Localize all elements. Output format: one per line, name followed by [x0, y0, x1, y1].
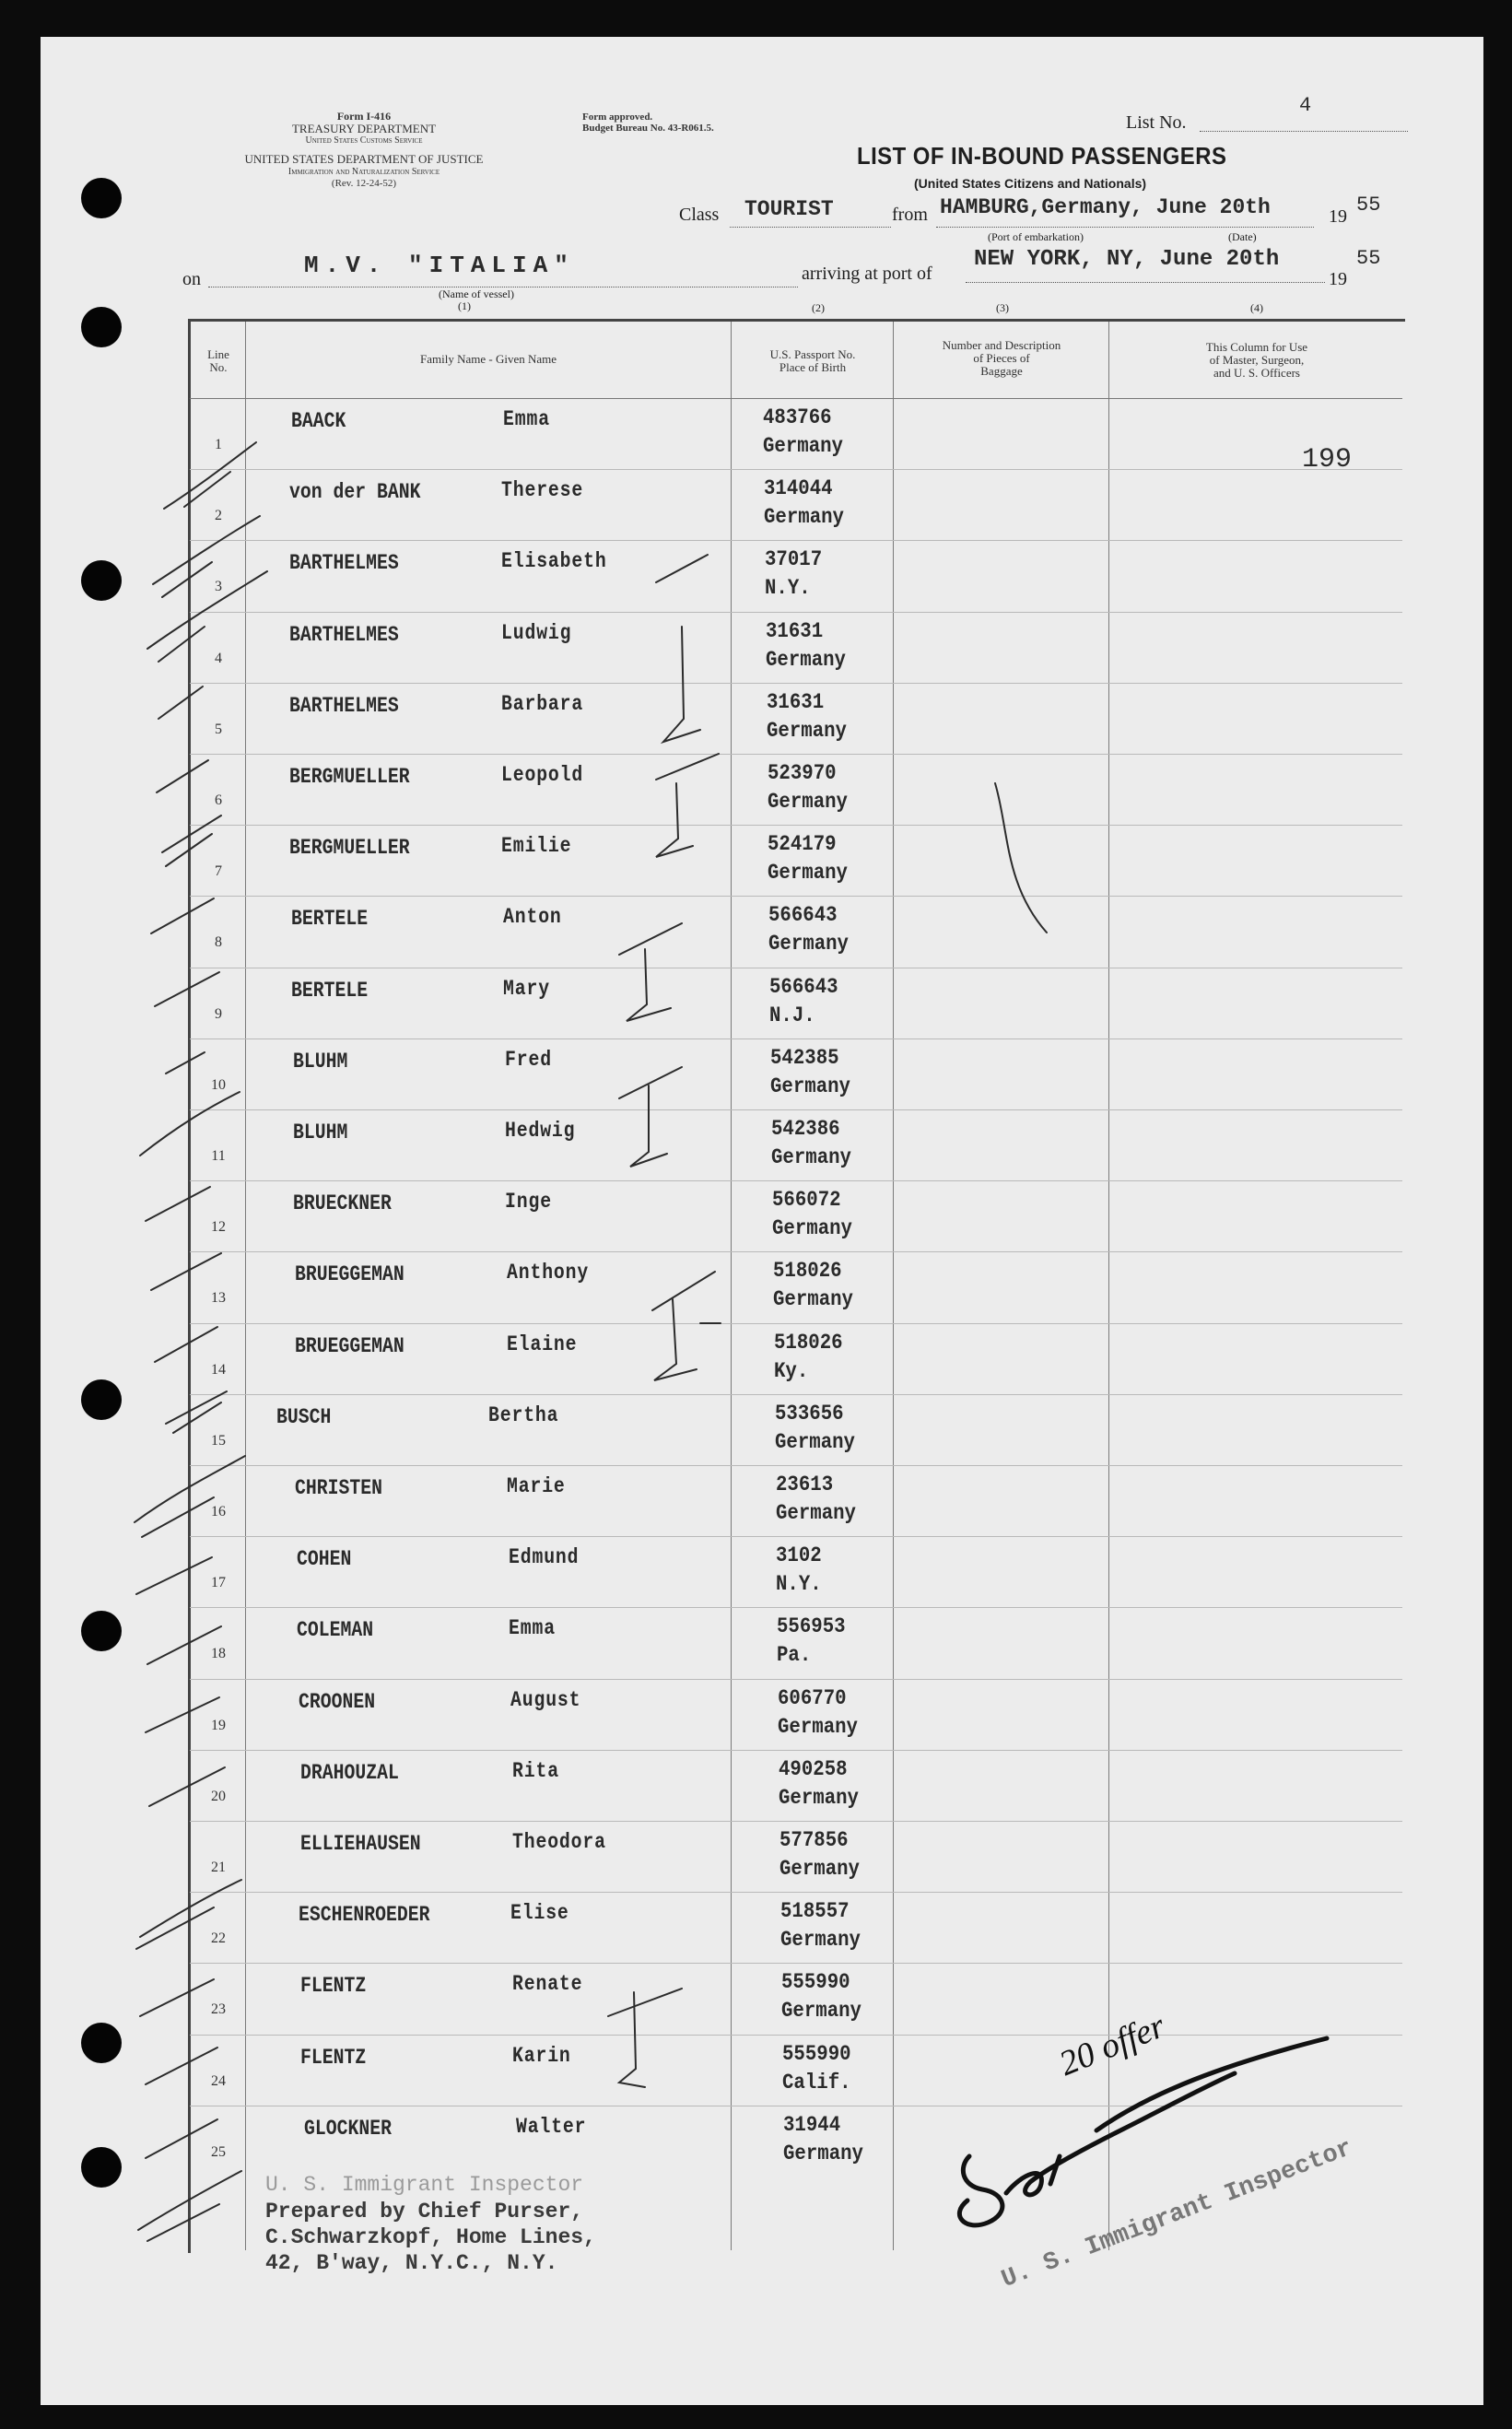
bracket-mark: [619, 923, 682, 1021]
check-mark: [146, 1187, 210, 1221]
place-of-birth: Germany: [779, 1857, 860, 1881]
given-name: Elisabeth: [501, 549, 607, 574]
family-name: BERTELE: [291, 907, 369, 932]
port-embark-caption: (Port of embarkation): [988, 230, 1084, 243]
place-of-birth: Germany: [772, 1216, 852, 1241]
place-of-birth: Germany: [771, 1145, 851, 1169]
place-of-birth: N.Y.: [765, 576, 811, 601]
given-name: Elaine: [507, 1332, 578, 1356]
col-line-no: Line No.: [207, 347, 229, 374]
family-name: CHRISTEN: [295, 1476, 382, 1500]
passport-number: 523970: [768, 761, 837, 785]
line-number: 23: [211, 2001, 226, 2018]
family-name: BLUHM: [293, 1121, 348, 1144]
family-name: BARTHELMES: [289, 551, 399, 576]
check-mark: [162, 816, 221, 866]
family-name: BERGMUELLER: [289, 765, 410, 789]
family-name: BRUEGGEMAN: [295, 1262, 404, 1287]
place-of-birth: Germany: [780, 1928, 861, 1953]
family-name: von der BANK: [289, 480, 421, 505]
year2-prefix: 19: [1329, 269, 1347, 289]
prepared-line1: Prepared by Chief Purser,: [265, 2200, 584, 2224]
line-number: 20: [211, 1788, 226, 1804]
check-mark: [146, 2119, 217, 2158]
given-name: Leopold: [501, 763, 584, 787]
place-of-birth: Germany: [783, 2141, 863, 2165]
class-label: Class: [679, 205, 720, 225]
line-number: 21: [211, 1860, 226, 1875]
line-number: 11: [211, 1148, 226, 1164]
revision: (Rev. 12-24-52): [331, 178, 397, 189]
family-name: BUSCH: [276, 1404, 332, 1429]
check-mark: [140, 1092, 240, 1156]
place-of-birth: Germany: [778, 1714, 858, 1739]
col-baggage-line2: of Pieces of: [973, 351, 1030, 365]
on-label: on: [182, 269, 201, 289]
place-of-birth: Germany: [776, 1501, 856, 1525]
given-name: Walter: [516, 2114, 587, 2139]
family-name: GLOCKNER: [304, 2116, 392, 2141]
arrival-port: NEW YORK, NY, June 20th: [974, 247, 1280, 272]
line-number: 14: [211, 1361, 226, 1378]
class-value: TOURIST: [744, 197, 834, 221]
passport-number: 566072: [772, 1188, 841, 1213]
family-name: BARTHELMES: [289, 693, 399, 718]
check-mark: [149, 1767, 225, 1806]
place-of-birth: Germany: [767, 718, 847, 743]
passport-number: 518026: [774, 1330, 843, 1355]
caption-3: (3): [996, 301, 1009, 314]
place-of-birth: Germany: [763, 434, 843, 458]
margin-stroke: [995, 783, 1047, 933]
page-subtitle: (United States Citizens and Nationals): [914, 176, 1147, 191]
check-mark: [146, 2048, 217, 2084]
family-name: CROONEN: [299, 1689, 376, 1714]
passport-number: 555990: [782, 2041, 851, 2066]
bracket-mark: [652, 1272, 715, 1380]
arriving-label: arriving at port of: [802, 264, 932, 284]
place-of-birth: N.Y.: [776, 1572, 822, 1597]
signature-note: 20 offer: [1053, 2006, 1171, 2084]
given-name: Emma: [503, 407, 550, 431]
caption-1: (1): [458, 299, 471, 312]
from-label: from: [892, 205, 928, 225]
line-number: 8: [215, 934, 222, 951]
date-caption: (Date): [1228, 230, 1257, 243]
caption-4: (4): [1250, 301, 1263, 314]
place-of-birth: Germany: [764, 505, 844, 530]
given-name: Therese: [501, 478, 584, 503]
check-mark: [146, 1697, 219, 1732]
line-number: 16: [211, 1504, 226, 1520]
family-name: BERGMUELLER: [289, 836, 410, 861]
line-number: 10: [211, 1076, 226, 1093]
place-of-birth: Germany: [779, 1785, 859, 1810]
check-mark: [155, 972, 219, 1006]
given-name: Fred: [505, 1047, 552, 1072]
form-number: Form I-416: [336, 110, 392, 123]
passport-number: 518026: [773, 1259, 842, 1284]
given-name: Barbara: [501, 691, 584, 716]
given-name: Emma: [509, 1616, 556, 1641]
line-number: 18: [211, 1646, 226, 1662]
family-name: BRUECKNER: [293, 1191, 392, 1216]
officer-count: 199: [1302, 444, 1353, 475]
vessel-caption: (Name of vessel): [439, 287, 514, 300]
check-mark: [155, 1327, 217, 1362]
line-number: 17: [211, 1575, 226, 1591]
check-mark: [166, 1052, 205, 1074]
from-value: HAMBURG,Germany, June 20th: [940, 195, 1271, 219]
inspector-signature: [959, 2038, 1327, 2225]
place-of-birth: Germany: [768, 790, 848, 814]
given-name: Hedwig: [505, 1119, 576, 1143]
vessel-name: M.V. "ITALIA": [304, 252, 575, 279]
passport-number: 31944: [783, 2112, 841, 2137]
inspector-stamp: U. S. Immigrant Inspector: [998, 2134, 1357, 2294]
place-of-birth: Germany: [781, 1999, 861, 2024]
check-mark: [136, 1557, 212, 1594]
family-name: ELLIEHAUSEN: [300, 1832, 421, 1856]
passport-number: 483766: [763, 405, 832, 429]
given-name: Mary: [503, 976, 550, 1001]
check-mark: [140, 1979, 214, 2016]
ins-service: Immigration and Naturalization Service: [287, 167, 440, 177]
passport-number: 542386: [771, 1117, 840, 1141]
family-name: BARTHELMES: [289, 622, 399, 647]
bracket-mark: [656, 555, 708, 742]
customs-service: United States Customs Service: [305, 135, 423, 146]
given-name: Marie: [507, 1474, 566, 1498]
prepared-line3: 42, B'way, N.Y.C., N.Y.: [265, 2251, 558, 2275]
col-name: Family Name - Given Name: [419, 352, 557, 366]
given-name: Anton: [503, 905, 562, 930]
inspector-note: U. S. Immigrant Inspector: [265, 2173, 584, 2197]
check-mark: [151, 1253, 221, 1290]
check-mark: [147, 1626, 221, 1664]
line-number: 1: [215, 437, 222, 452]
page-title: LIST OF IN-BOUND PASSENGERS: [857, 142, 1227, 170]
check-mark: [166, 1391, 227, 1433]
justice-dept: UNITED STATES DEPARTMENT OF JUSTICE: [244, 152, 484, 166]
given-name: Elise: [510, 1901, 569, 1926]
line-number: 5: [215, 721, 222, 737]
passport-number: 556953: [777, 1614, 846, 1639]
given-name: Bertha: [488, 1402, 559, 1427]
passport-number: 542385: [770, 1045, 839, 1070]
check-mark: [164, 442, 256, 509]
line-number: 13: [211, 1290, 226, 1307]
line-number: 4: [215, 650, 222, 666]
family-name: FLENTZ: [300, 1974, 367, 1999]
approved-text: Form approved.: [582, 111, 653, 123]
check-mark: [138, 2171, 241, 2241]
line-number: 6: [215, 792, 222, 808]
place-of-birth: Calif.: [782, 2070, 851, 2095]
given-name: Emilie: [501, 834, 572, 859]
family-name: BERTELE: [291, 978, 369, 1003]
passport-number: 555990: [781, 1970, 850, 1995]
passport-number: 31631: [767, 689, 825, 714]
place-of-birth: N.J.: [769, 1003, 815, 1027]
passport-number: 606770: [778, 1685, 847, 1710]
given-name: Theodora: [512, 1830, 606, 1854]
place-of-birth: Germany: [770, 1074, 850, 1098]
treasury-dept: TREASURY DEPARTMENT: [291, 122, 437, 135]
place-of-birth: Germany: [773, 1287, 853, 1312]
family-name: COHEN: [297, 1547, 352, 1572]
line-number: 15: [211, 1432, 226, 1449]
bracket-mark: [619, 1067, 682, 1167]
given-name: August: [510, 1687, 581, 1712]
check-mark: [151, 898, 214, 933]
line-number: 7: [215, 863, 222, 880]
bracket-mark: [656, 754, 719, 857]
given-name: Renate: [512, 1972, 583, 1997]
family-name: COLEMAN: [297, 1618, 374, 1643]
caption-2: (2): [812, 301, 825, 314]
line-number: 25: [211, 2143, 226, 2160]
col-passport-line1: U.S. Passport No.: [769, 347, 856, 361]
passport-number: 518557: [780, 1899, 850, 1924]
family-name: BLUHM: [293, 1049, 348, 1074]
passport-number: 314044: [764, 476, 833, 501]
given-name: Inge: [505, 1190, 552, 1214]
place-of-birth: Germany: [775, 1429, 855, 1454]
place-of-birth: Germany: [768, 861, 848, 886]
place-of-birth: Pa.: [777, 1643, 812, 1668]
check-mark: [158, 686, 203, 719]
line-number: 22: [211, 1930, 226, 1947]
check-mark: [157, 760, 208, 792]
line-number: 2: [215, 508, 222, 524]
given-name: Rita: [512, 1758, 559, 1783]
passport-number: 533656: [775, 1401, 844, 1426]
check-mark: [147, 571, 267, 662]
prepared-line2: C.Schwarzkopf, Home Lines,: [265, 2225, 596, 2249]
family-name: ESCHENROEDER: [299, 1903, 430, 1928]
bracket-mark: [608, 1989, 682, 2087]
family-name: DRAHOUZAL: [300, 1760, 399, 1785]
passport-number: 524179: [768, 832, 837, 857]
given-name: Ludwig: [501, 620, 572, 645]
passport-number: 31631: [766, 618, 824, 643]
passport-number: 577856: [779, 1828, 849, 1852]
col-baggage-line1: Number and Description: [942, 338, 1061, 352]
place-of-birth: Germany: [766, 647, 846, 672]
col-passport-line2: Place of Birth: [779, 360, 847, 374]
line-number: 19: [211, 1717, 226, 1733]
family-name: BAACK: [291, 409, 346, 433]
given-name: Karin: [512, 2043, 571, 2068]
line-number: 3: [215, 579, 222, 595]
passport-number: 490258: [779, 1756, 848, 1781]
col-officers-line2: of Master, Surgeon,: [1209, 353, 1305, 367]
line-number: 24: [211, 2072, 226, 2089]
col-baggage-line3: Baggage: [980, 364, 1023, 378]
col-officers-line3: and U. S. Officers: [1213, 366, 1300, 380]
check-mark: [136, 1880, 241, 1949]
list-no-label: List No.: [1126, 112, 1187, 133]
passport-number: 566643: [769, 974, 838, 999]
family-name: FLENTZ: [300, 2045, 367, 2070]
col-officers-line1: This Column for Use: [1205, 340, 1308, 354]
line-number: 12: [211, 1219, 226, 1236]
place-of-birth: Ky.: [774, 1358, 809, 1383]
year1-prefix: 19: [1329, 206, 1347, 227]
given-name: Edmund: [509, 1545, 580, 1570]
line-number: 9: [215, 1005, 222, 1022]
passport-number: 23613: [776, 1473, 834, 1496]
passport-number: 3102: [776, 1543, 822, 1568]
list-no-value: 4: [1299, 94, 1312, 117]
budget-bureau: Budget Bureau No. 43-R061.5.: [582, 123, 714, 134]
passport-number: 566643: [768, 903, 838, 928]
check-mark: [135, 1456, 245, 1537]
year2-suffix: 55: [1356, 247, 1381, 270]
family-name: BRUEGGEMAN: [295, 1333, 404, 1358]
passport-number: 37017: [765, 547, 823, 572]
given-name: Anthony: [507, 1261, 590, 1285]
place-of-birth: Germany: [768, 932, 849, 956]
year1-suffix: 55: [1356, 194, 1381, 217]
